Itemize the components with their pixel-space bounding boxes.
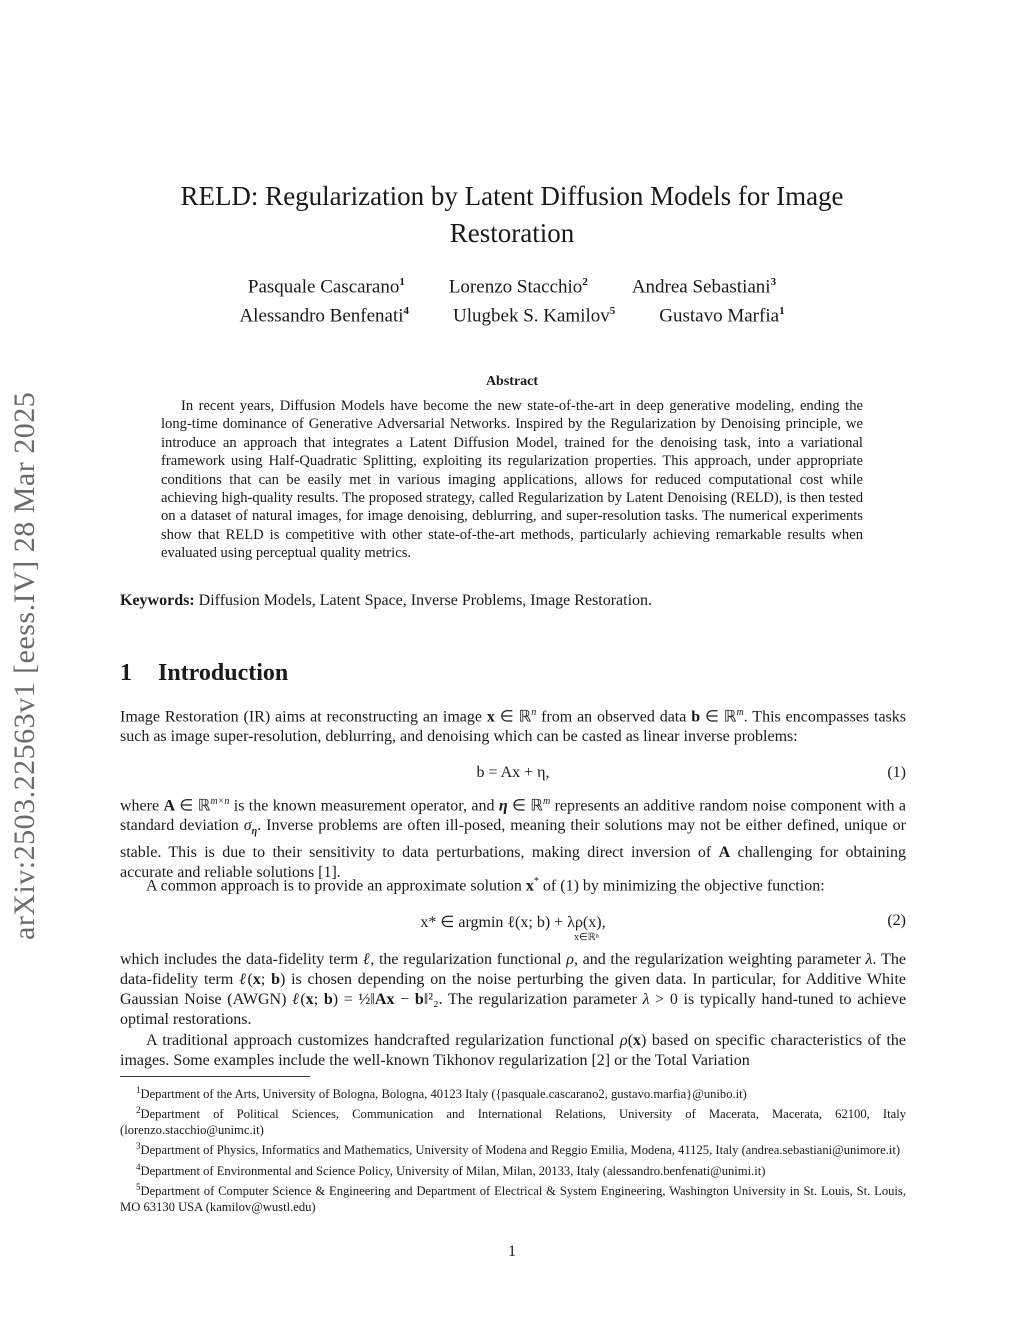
equation-2: x* ∈ argmin ℓ(x; b) + λρ(x), x∈ℝⁿ (2) [420,912,906,943]
footnote: $^2$Department of Political Sciences, Communication and International Relations, University of Macerata, Macerata, 62100, Italy (lorenzo.stacchio@unimc.it) [120,1105,906,1138]
paragraph: where A ∈ ℝ$^{m\times n}$ is the known measurement operator, and η ∈ ℝ$^m$ represents an additive random noise component with a standard deviation $\sigma_\eta$. Inverse problems are often ill-posed, meaning their solutions may not be either defined, unique or stable. This is due to their sensitivity to data perturbations, making direct inversion of A challenging for obtaining accurate and reliable solutions [1]. [120,796,907,881]
author: Gustavo Marfia$^1$ [659,305,785,327]
footnote: $^1$Department of the Arts, University of Bologna, Bologna, 40123 Italy ({pasquale.cascarano2, gustavo.marfia}@unibo.it) [136,1085,747,1102]
footnote: $^4$Department of Environmental and Science Policy, University of Milan, Milan, 20133, Italy (alessandro.benfenati@unimi.it) [136,1161,766,1178]
paper-title: RELD: Regularization by Latent Diffusion Models for Image Restoration [180,181,844,248]
paragraph: Image Restoration (IR) aims at reconstructing an image x ∈ ℝ$^n$ from an observed data b ∈ ℝ$^m$. This encompasses tasks such as image super-resolution, deblurring, and denoising which can be casted as linear inverse problems: [120,707,907,746]
equation-1: b = Ax + η, (1) [476,764,906,781]
author-row-1 [120,270,904,299]
footnotes [120,1082,906,1215]
author: Alessandro Benfenati$^4$ [239,305,410,327]
footnote: $^5$Department of Computer Science & Engineering and Department of Electrical & System Engineering, Washington University in St. Louis, St. Louis, MO 63130 USA (kamilov@wustl.edu) [120,1181,906,1214]
author-row-2 [120,299,904,328]
paragraph: A traditional approach customizes handcrafted regularization functional ρ(x) based on specific characteristics of the images. Some examples include the well-known Tikhonov regularization [2] or the Total Variation [120,1032,907,1069]
author: Pasquale Cascarano$^1$ [247,276,405,298]
keywords [120,591,904,611]
author: Andrea Sebastiani$^3$ [631,276,777,298]
footnote-divider [120,1076,310,1077]
author-list [120,270,904,329]
page-number: 1 [508,1243,516,1260]
paragraph: A common approach is to provide an approximate solution x* of (1) by minimizing the objective function: [146,876,825,895]
keywords-text: Diffusion Models, Latent Space, Inverse Problems, Image Restoration. [198,592,653,609]
abstract-text: In recent years, Diffusion Models have become the new state-of-the-art in deep generative modeling, ending the long-time dominance of Generative Adversarial Networks. Inspired by the Regularization by Denoising principle, we introduce an approach that integrates a Latent Diffusion Model, trained for the denoising task, into a variational framework using Half-Quadratic Splitting, exploiting its regularization properties. This approach, under appropriate conditions that can be easily met in various imaging applications, allows for reduced computational cost while achieving high-quality results. The proposed strategy, called Regularization by Latent Denoising (RELD), is then tested on a dataset of natural images, for image denoising, deblurring, and super-resolution tasks. The numerical experiments show that RELD is competitive with other state-of-the-art methods, particularly achieving remarkable results when evaluated using perceptual quality metrics. [161,398,863,562]
footnote: $^3$Department of Physics, Informatics and Mathematics, University of Modena and Reggio Emilia, Modena, 41125, Italy (andrea.sebastiani@unimore.it) [136,1141,901,1158]
keywords-label: Keywords: [120,592,195,609]
abstract-heading: Abstract [485,374,539,389]
author: Lorenzo Stacchio$^2$ [448,276,588,298]
paragraph: which includes the data-fidelity term ℓ, the regularization functional ρ, and the regularization weighting parameter λ. The data-fidelity term ℓ(x; b) is chosen depending on the noise perturbing the given data. In particular, for Additive White Gaussian Noise (AWGN) ℓ(x; b) = ½‖Ax − b‖²₂. The regularization parameter λ > 0 is typically hand-tuned to achieve optimal restorations. [120,951,907,1028]
section-heading: 1 Introduction [120,660,289,686]
arxiv-identifier: arXiv:2503.22563v1 [eess.IV] 28 Mar 2025 [8,391,41,940]
author: Ulugbek S. Kamilov$^5$ [453,305,616,327]
